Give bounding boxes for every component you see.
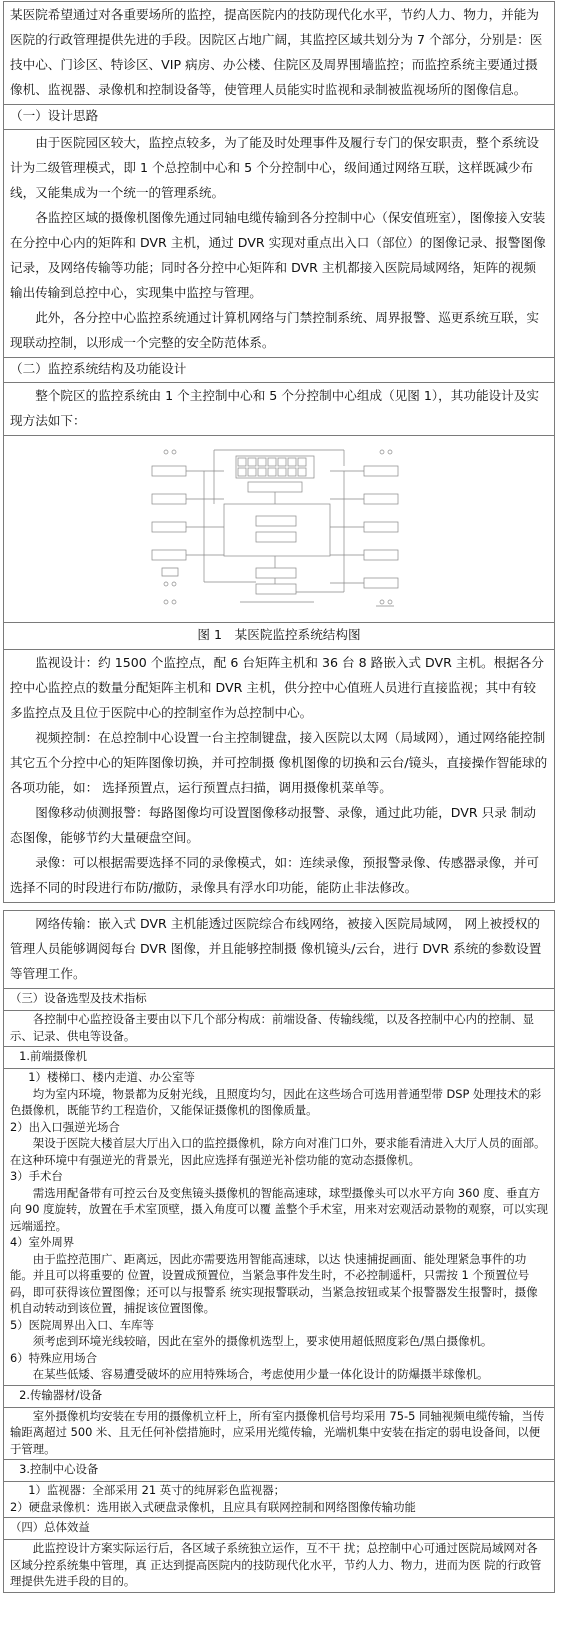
item-heading: 6）特殊应用场合 — [10, 1350, 97, 1365]
section-4-title: （四）总体效益 — [4, 1518, 555, 1540]
section-2-para: 录像：可以根据需要选择不同的录像模式，如：连续录像，预报警录像、传感器录像，并可选择不同的时段进行布防/撤防，录像具有浮水印功能，能防止非法修改。 — [10, 855, 539, 895]
item-text: 需选用配备带有可控云台及变焦镜头摄像机的智能高速球，球型摄像头可以水平方向 360 度、垂直方向 90 度旋转，放置在手术室顶壁，摄入角度可以覆 盖整个手术室，用来对宏观活动景物的观察，可以实现远端遥控。 — [10, 1185, 548, 1233]
list-item: 1）监视器：全部采用 21 英寸的纯屏彩色监视器； — [28, 1483, 286, 1497]
item-text: 须考虑到环境光线较暗，因此在室外的摄像机选型上，要求使用超低照度彩色/黑白摄像机。 — [32, 1334, 493, 1348]
intro-paragraph: 某医院希望通过对各重要场所的监控，提高医院内的技防现代化水平，节约人力、物力，并能为医院的行政管理提供先进的手段。因院区占地广阔，其监控区域共划分为 7 个部分，分别是：医技中心、门诊区、特诊区、VIP 病房、办公楼、住院区及周界围墙监控；而监控系统主要通过摄像机、监视器、录像机和控制设备等，使管理人员能实时监视和录制被监视场所的图像信息。 — [4, 2, 555, 105]
item-heading: 4）室外周界 — [10, 1235, 75, 1249]
section-2-para: 图像移动侦测报警：每路图像均可设置图像移动报警、录像，通过此功能，DVR 只录 制动态图像，能够节约大量硬盘空间。 — [10, 805, 537, 845]
section-1-body — [4, 130, 555, 358]
item-text: 架设于医院大楼首层大厅出入口的监控摄像机，除方向对准门口外，要求能看清进入大厅人员的面部。在这种环境中有强逆光的背景光，因此应选择有强逆光补偿功能的宽动态摄像机。 — [10, 1136, 546, 1167]
group-2-body: 室外摄像机均安装在专用的摄像机立杆上，所有室内摄像机信号均采用 75-5 同轴视频电缆传输，当传输距离超过 500 米、且无任何补偿措施时，应采用光缆传输，光端机集中安装在指定的弱电设备间，以便于管理。 — [4, 1407, 555, 1460]
upper-table — [3, 1, 555, 903]
group-1-body — [4, 1069, 555, 1386]
item-text: 均为室内环境，物景都为反射光线，且照度均匀，因此在这些场合可选用普通型带 DSP 处理技术的彩色摄像机，既能节约工程造价，又能保证摄像机的图像质量。 — [10, 1086, 542, 1117]
section-2-para: 视频控制：在总控制中心设置一台主控制键盘，接入医院以太网（局域网），通过网络能控制其它五个分控中心的矩阵图像切换，并可控制摄 像机图像的切换和云台/镜头，直接操作智能球的各项功能，如： 选择预置点，运行预置点扫描，调用摄像机菜单等。 — [10, 730, 548, 795]
list-item: 2）硬盘录像机：选用嵌入式硬盘录像机，且应具有联网控制和网络图像传输功能 — [10, 1499, 416, 1514]
item-heading: 5）医院周界出入口、车库等 — [10, 1317, 154, 1332]
figure-1 — [4, 436, 555, 623]
section-1-para: 由于医院园区较大，监控点较多，为了能及时处理事件及履行专门的保安职责，整个系统设计为二级管理模式，即 1 个总控制中心和 5 个分控制中心，级间通过网络互联，这样既减少布线，又能集成为一个统一的管理系统。 — [10, 135, 539, 200]
section-3-intro: 各控制中心监控设备主要由以下几个部分构成：前端设备、传输线缆，以及各控制中心内的控制、显示、记录、供电等设备。 — [4, 1011, 555, 1047]
section-2-body — [4, 650, 555, 903]
group-2-title: 2.传输器材/设备 — [4, 1385, 555, 1407]
lower-table — [3, 910, 555, 1593]
section-4-body: 此监控设计方案实际运行后，各区域子系统独立运作，互不干 扰；总控制中心可通过医院局域网对各区域分控系统集中管理，真 正达到提高医院内的技防现代化水平，节约人力、物力，进而为医 院的行政管理提供先进手段的目的。 — [4, 1540, 555, 1593]
group-3-body — [4, 1482, 555, 1518]
section-2-title: （二）监控系统结构及功能设计 — [4, 358, 555, 383]
section-1-title: （一）设计思路 — [4, 105, 555, 130]
item-heading: 2）出入口强逆光场合 — [10, 1119, 120, 1134]
figure-caption: 图 1 某医院监控系统结构图 — [4, 623, 555, 650]
section-2-para: 监视设计：约 1500 个监控点，配 6 台矩阵主机和 36 台 8 路嵌入式 DVR 主机。根据各分控中心监控点的数量分配矩阵主机和 DVR 主机，供分控中心值班人员进行直接监视；其中有较多监控点及且位于医院中心的控制室作为总控制中心。 — [10, 655, 544, 720]
group-1-title: 1.前端摄像机 — [4, 1047, 555, 1069]
item-text: 在某些低矮、容易遭受破坏的应用特殊场合，考虑使用少量一体化设计的防爆摄半球像机。 — [32, 1367, 489, 1381]
system-structure-diagram — [144, 442, 414, 618]
group-3-title: 3.控制中心设备 — [4, 1460, 555, 1482]
item-heading: 1）楼梯口、楼内走道、办公室等 — [28, 1070, 195, 1084]
network-transmission: 网络传输：嵌入式 DVR 主机能透过医院综合布线网络，被接入医院局域网， 网上被授权的管理人员能够调阅每台 DVR 图像，并且能够控制摄 像机镜头/云台，进行 DVR 系统的参数设置等管理工作。 — [4, 911, 555, 989]
page-gap — [3, 903, 555, 910]
section-1-para: 各监控区域的摄像机图像先通过同轴电缆传输到各分控制中心（保安值班室），图像接入安装在分控中心内的矩阵和 DVR 主机，通过 DVR 实现对重点出入口（部位）的图像记录、报警图像记录，及网络传输等功能；同时各分控中心矩阵和 DVR 主机都接入医院局域网络，矩阵的视频输出传输到总控中心，实现集中监控与管理。 — [10, 210, 546, 300]
section-2-intro: 整个院区的监控系统由 1 个主控制中心和 5 个分控制中心组成（见图 1），其功能设计及实现方法如下： — [4, 383, 555, 436]
document — [3, 1, 555, 1593]
item-text: 由于监控范围广、距离远，因此亦需要选用智能高速球，以达 快速捕捉画面、能处理紧急事件的功能。并且可以将重要的 位置，设置成预置位，当紧急事件发生时，不必控制遥杆，只需按 1 个预置位号码，即可获得该位置图像；还可以与报警系 统实现报警联动，当紧急按钮或某个报警器发生报警时，摄像 机自动转动到该位置，捕捉该位置图像。 — [10, 1251, 538, 1315]
item-heading: 3）手术台 — [10, 1169, 63, 1183]
section-3-title: （三）设备选型及技术指标 — [4, 989, 555, 1011]
section-1-para: 此外，各分控中心监控系统通过计算机网络与门禁控制系统、周界报警、巡更系统互联，实现联动控制，以形成一个完整的安全防范体系。 — [10, 310, 539, 350]
